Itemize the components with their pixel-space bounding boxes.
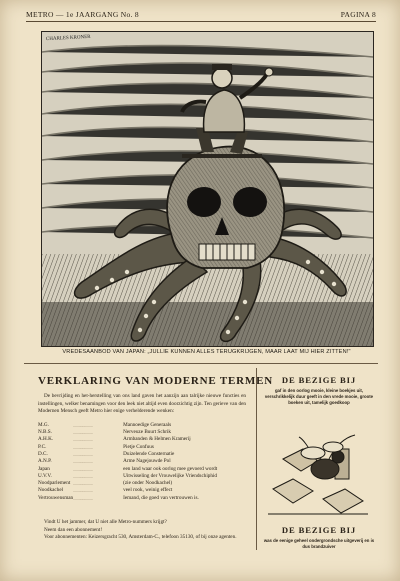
term-abbr: U.V.V. <box>38 472 52 479</box>
artist-signature: CHARLES KRONER <box>45 34 91 43</box>
notice-line: Voor abonnementen: Keizersgracht 530, Amsterdam-C., telefoon 35130, of bij onze agenten. <box>44 534 237 541</box>
ad-title: DE BEZIGE BIJ <box>281 375 357 385</box>
term-def: (zie onder Noodkachel) <box>123 480 173 487</box>
ad-text-2: was de eenige geheel ondergrondsche uitgeverij en is dus brandzuiver <box>263 538 375 549</box>
octopus-skull-drawing <box>42 32 373 346</box>
term-abbr: Vertrouwensman <box>38 494 74 501</box>
term-row: A.N.P. ..................... Arme Nagejouwde Pol <box>38 458 243 465</box>
term-row: N.B.S. ..................... Nerveuze Buurt Schrik <box>38 429 243 436</box>
term-row: Noodparlement ..................... (zie onder Noodkachel) <box>38 480 243 487</box>
issue-label: METRO — 1e JAARGANG No. 8 <box>26 10 139 19</box>
ad-text: gaf in den oorlog mooie, kleine boekjes uit, verschrikkelijk duur geeft in den vrede mooie, groote boeken uit, tamelijk goedkoop <box>264 388 374 405</box>
notice-line: Vindt U het jammer, dat U niet alle Metro-nummers krijgt? <box>44 519 167 525</box>
term-def: Duizelende Consternatie <box>123 450 175 457</box>
term-def: veel rook, weinig effect <box>123 487 173 494</box>
term-def: Nerveuze Buurt Schrik <box>123 429 171 436</box>
term-row: Vertrouwensman ..................... Iemand, die goed van vertrouwen is. <box>38 495 243 502</box>
article-intro: De bevrijding en het-herstelling van ons land gaven het aanzijn aan talrijke nieuwe functies en instellingen, welker benamingen voor den leek niet altijd even doorzichtig zijn. Ten gerieve van den Modernen Mensch geeft Metro hier enige verhelderende wenken: <box>38 393 246 415</box>
term-def: Uitwisseling der Vrouwelijke Vriendschiphid <box>123 472 217 479</box>
term-abbr: M.G. <box>38 421 49 428</box>
term-row: A.H.K. ..................... Armbanden & Helmen Kramerij <box>38 436 243 443</box>
term-row: P.C. ..................... Pietje Confuus <box>38 444 243 451</box>
article-column <box>38 375 273 502</box>
notice-line: Neem dan een abonnement! <box>44 526 103 533</box>
term-def: Iemand, die goed van vertrouwen is. <box>123 494 199 501</box>
term-row: D.C. ..................... Duizelende Consternatie <box>38 451 243 458</box>
column-divider <box>256 368 257 550</box>
term-def: Pietje Confuus <box>123 443 154 450</box>
article-title: VERKLARING VAN MODERNE TERMEN <box>38 375 273 387</box>
term-abbr: Noodparlement <box>38 480 71 487</box>
term-def: een land waar ook oorlog mee gevoerd wordt <box>123 465 218 472</box>
bee-illustration <box>263 419 373 519</box>
term-abbr: Noodkachel <box>38 487 64 494</box>
term-def: Armbanden & Helmen Kramerij <box>123 436 191 443</box>
term-def: Mannoedige Generaals <box>123 421 172 428</box>
term-abbr: Japan <box>38 465 50 472</box>
terms-table <box>38 422 243 502</box>
subscription-notice <box>38 519 248 542</box>
term-abbr: P.C. <box>38 443 47 450</box>
cartoon-illustration <box>41 31 374 347</box>
term-abbr: A.H.K. <box>38 436 54 443</box>
page-header <box>26 9 376 22</box>
term-abbr: N.B.S. <box>38 429 52 436</box>
section-divider <box>24 363 378 364</box>
term-row: Noodkachel ..................... veel rook, weinig effect <box>38 487 243 494</box>
ad-title-2: DE BEZIGE BIJ <box>281 525 357 535</box>
advertisement-bottom <box>262 525 376 550</box>
term-def: Arme Nagejouwde Pol <box>123 458 171 465</box>
cartoon-caption: VREDESAANBOD VAN JAPAN: „JULLIE KUNNEN ALLES TERUGKRIJGEN, MAAR LAAT MIJ HIER ZITTEN!" <box>62 349 351 355</box>
page-number: PAGINA 8 <box>340 10 376 19</box>
term-row: Japan ..................... een land waar ook oorlog mee gevoerd wordt <box>38 466 243 473</box>
term-abbr: D.C. <box>38 450 48 457</box>
advertisement <box>262 375 376 406</box>
term-row: U.V.V. ..................... Uitwisseling der Vrouwelijke Vriendschiphid <box>38 473 243 480</box>
term-abbr: A.N.P. <box>38 458 52 465</box>
term-row: M.G. ..................... Mannoedige Generaals <box>38 422 243 429</box>
